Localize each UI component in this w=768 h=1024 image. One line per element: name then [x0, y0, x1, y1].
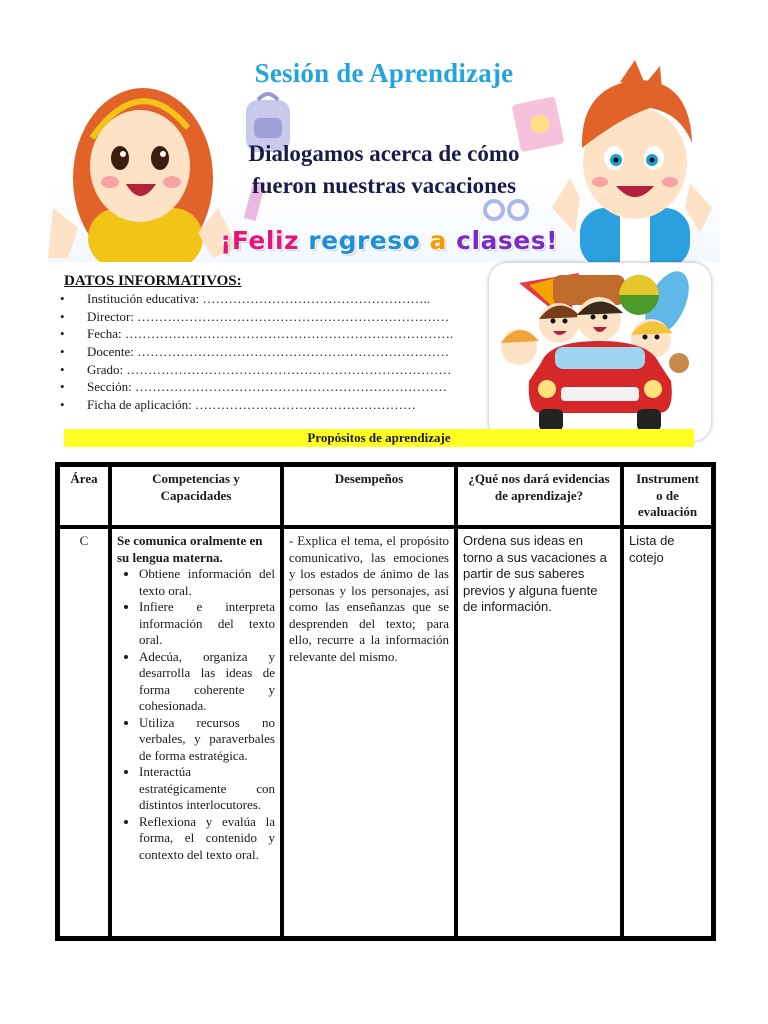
datos-title: DATOS INFORMATIVOS: [64, 273, 242, 289]
session-subtitle [198, 138, 570, 202]
capacidad-item: • Reflexiona y evalúa la forma, el contenido y contexto del texto oral. [139, 814, 275, 864]
learning-table [55, 462, 716, 941]
header-area: Área [58, 465, 110, 527]
slogan-word-4: clases! [456, 226, 559, 255]
purpose-bar: Propósitos de aprendizaje [64, 429, 694, 447]
slogan-word-2: regreso [308, 226, 421, 255]
cell-desempeno: - Explica el tema, el propósito comunicativo, las emociones y los estados de ánimo de las personas y los personajes, así como las enseñanzas que se desprenden del texto; para ello, recurre a la información relevante del mismo. [282, 527, 456, 938]
competencia-title: Se comunica oralmente en su lengua materna. [117, 533, 263, 565]
header-instrumento-line-3: evaluación [637, 504, 698, 519]
header-instrumento-line-1: Instrument [636, 471, 699, 486]
datos-item-fecha: • Fecha: …………………………………………………………………. [58, 325, 498, 343]
subtitle-line-2: fueron nuestras vacaciones [251, 173, 517, 198]
cell-evidencia: Ordena sus ideas en torno a sus vacaciones a partir de sus saberes previos y alguna fuente de información. [456, 527, 622, 938]
capacidad-item: • Utiliza recursos no verbales, y paraverbales de forma estratégica. [139, 715, 275, 765]
cell-instrumento: Lista de cotejo [622, 527, 713, 938]
cell-competencias [110, 527, 282, 938]
family-car-illustration [489, 263, 711, 441]
datos-item-director: • Director: ……………………………………………………………… [58, 308, 498, 326]
datos-list [58, 290, 498, 414]
header-competencias: Competencias y Capacidades [110, 465, 282, 527]
table-row [58, 527, 713, 938]
slogan-word-3: a [429, 226, 447, 255]
capacidad-item: • Infiere e interpreta información del texto oral. [139, 599, 275, 649]
header-evidencias: ¿Qué nos dará evidencias de aprendizaje? [456, 465, 622, 527]
datos-item-grado: • Grado: ………………………………………………………………… [58, 361, 498, 379]
header-banner [48, 58, 720, 262]
slogan-word-1: ¡Feliz [219, 226, 300, 255]
subtitle-line-1: Dialogamos acerca de cómo [248, 141, 520, 166]
datos-item-ficha: • Ficha de aplicación: …………………………………………… [58, 396, 498, 414]
datos-item-institucion: • Institución educativa: …………………………………………….. [58, 290, 498, 308]
capacidad-item: • Obtiene información del texto oral. [139, 566, 275, 599]
header-instrumento-line-2: o de [656, 487, 679, 503]
datos-item-seccion: • Sección: ……………………………………………………………… [58, 378, 498, 396]
page-title: Sesión de Aprendizaje [254, 58, 514, 88]
cell-area: C [58, 527, 110, 938]
header-instrumento [622, 465, 713, 527]
family-car-image [489, 263, 711, 441]
header-desempenos: Desempeños [282, 465, 456, 527]
slogan [194, 226, 584, 255]
table-header-row [58, 465, 713, 527]
capacidad-item: • Interactúa estratégicamente con distintos interlocutores. [139, 764, 275, 814]
capacidades-list [117, 566, 275, 863]
capacidad-item: • Adecúa, organiza y desarrolla las ideas de forma coherente y cohesionada. [139, 649, 275, 715]
datos-item-docente: • Docente: ……………………………………………………………… [58, 343, 498, 361]
